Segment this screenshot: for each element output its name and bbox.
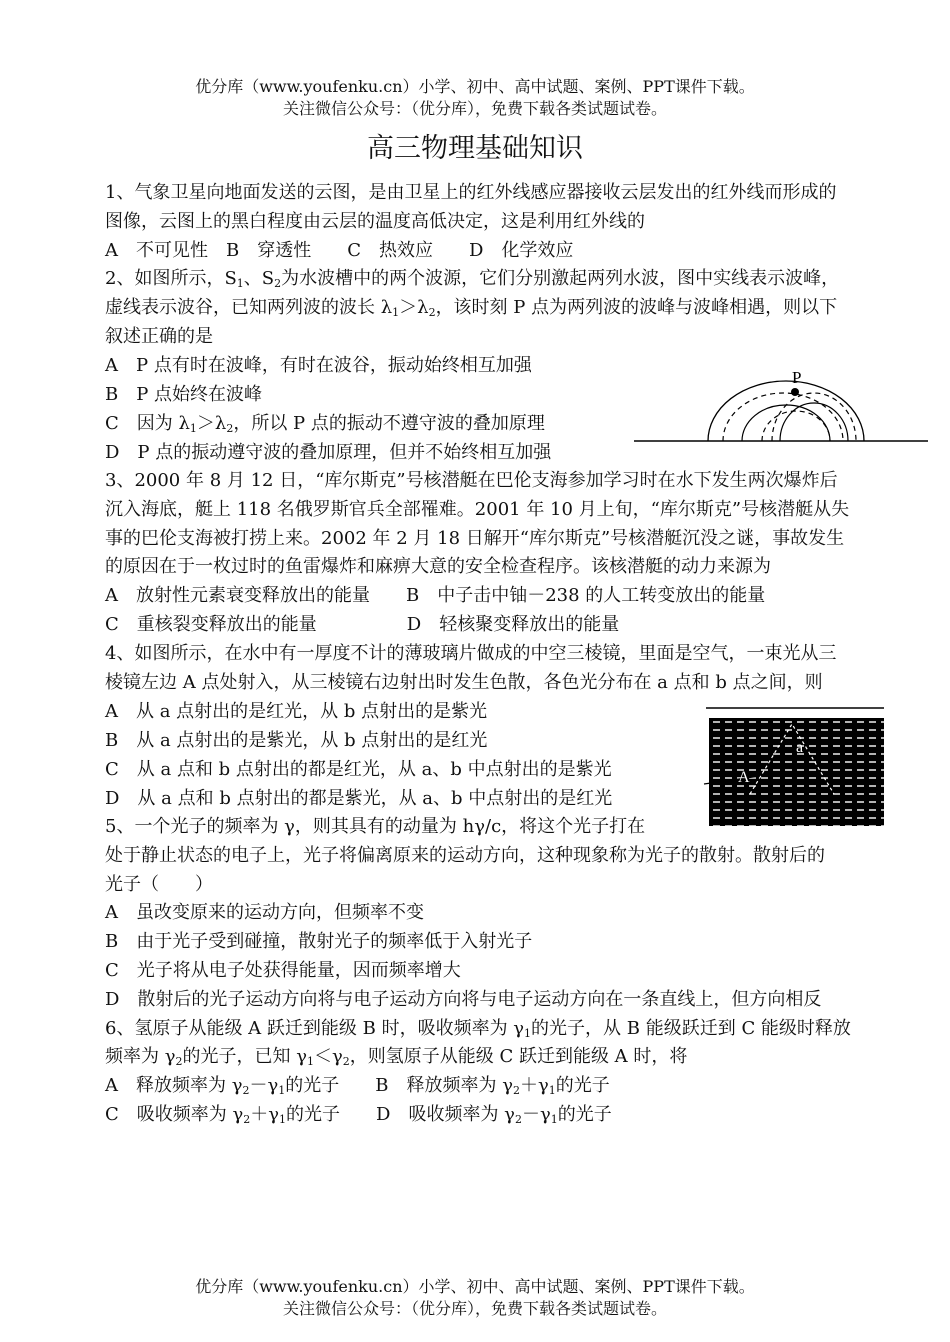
footer-line-1: 优分库（www.youfenku.cn）小学、初中、高中试题、案例、PPT课件下载。 <box>195 1277 755 1296</box>
q1-line-2: 图像，云图上的黑白程度由云层的温度高低决定，这是利用红外线的 <box>105 211 645 232</box>
header-line-1: 优分库（www.youfenku.cn）小学、初中、高中试题、案例、PPT课件下载。 <box>195 77 755 96</box>
q4-option-d: D 从 a 点和 b 点射出的都是紫光，从 a、b 中点射出的是红光 <box>105 788 613 809</box>
q3-line-3: 事的巴伦支海被打捞上来。2002 年 2 月 18 日解开“库尔斯克”号核潜艇沉没之谜，事故发生 <box>105 528 845 549</box>
q2-option-d: D P 点的振动遵守波的叠加原理，但并不始终相互加强 <box>105 442 552 463</box>
q3-line-4: 的原因在于一枚过时的鱼雷爆炸和麻痹大意的安全检查程序。该核潜艇的动力来源为 <box>105 556 771 577</box>
wave-crest-3 <box>780 403 848 441</box>
wave-crest-outer <box>708 381 864 441</box>
wave-trough-1 <box>723 393 843 441</box>
footer-line-2: 关注微信公众号：（优分库），免费下载各类试题试卷。 <box>282 1299 667 1318</box>
q4-option-c: C 从 a 点和 b 点射出的都是红光，从 a、b 中点射出的是紫光 <box>105 759 612 780</box>
q3-options-cd: C 重核裂变释放出的能量 D 轻核聚变释放出的能量 <box>105 614 620 635</box>
q4-line-2: 棱镜左边 A 点处射入，从三棱镜右边射出时发生色散，各色光分布在 a 点和 b 点之间，则 <box>105 672 823 693</box>
q2-line-2: 虚线表示波谷，已知两列波的波长 $\lambda_1>\lambda_2$，该时刻 P 点为两列波的波峰与波峰相遇，则以下 <box>105 297 838 319</box>
q6-line-2: 频率为 $\gamma_2$的光子，已知 $\gamma_1<\gamma_2$，则氢原子从能级 C 跃迁到能级 A 时，将 <box>105 1046 688 1068</box>
q4-line-1: 4、如图所示，在水中有一厚度不计的薄玻璃片做成的中空三棱镜，里面是空气，一束光从三 <box>105 643 837 664</box>
wave-interference-figure <box>634 364 930 448</box>
q5-option-b: B 由于光子受到碰撞，散射光子的频率低于入射光子 <box>105 931 533 952</box>
q3-line-1: 3、2000 年 8 月 12 日，“库尔斯克”号核潜艇在巴伦支海参加学习时在水下发生两次爆炸后 <box>105 470 838 491</box>
q2-line-3: 叙述正确的是 <box>105 326 213 347</box>
point-p-label: P <box>792 368 802 387</box>
header-line-2: 关注微信公众号：（优分库），免费下载各类试题试卷。 <box>282 99 667 118</box>
q6-options-cd: C 吸收频率为 $\gamma_2+\gamma_1$的光子 D 吸收频率为 $\gamma_2-\gamma_1$的光子 <box>105 1104 612 1126</box>
point-p-dot <box>791 388 799 396</box>
q2-option-a: A P 点有时在波峰，有时在波谷，振动始终相互加强 <box>105 355 532 376</box>
q6-line-1: 6、氢原子从能级 A 跃迁到能级 B 时，吸收频率为 $\gamma_1$的光子，从 B 能级跃迁到 C 能级时释放 <box>105 1018 851 1040</box>
page-title: 高三物理基础知识 <box>367 133 583 164</box>
q3-options-ab: A 放射性元素衰变释放出的能量 B 中子击中铀－238 的人工转变放出的能量 <box>105 585 766 606</box>
q4-option-a: A 从 a 点射出的是红光，从 b 点射出的是紫光 <box>105 701 488 722</box>
q6-options-ab: A 释放频率为 $\gamma_2-\gamma_1$的光子 B 释放频率为 $\gamma_2+\gamma_1$的光子 <box>105 1075 610 1097</box>
q5-line-1: 5、一个光子的频率为 γ，则其具有的动量为 hγ/c，将这个光子打在 <box>105 816 646 837</box>
q5-line-2: 处于静止状态的电子上，光子将偏离原来的运动方向，这种现象称为光子的散射。散射后的 <box>105 845 825 866</box>
q3-line-2: 沉入海底，艇上 118 名俄罗斯官兵全部罹难。2001 年 10 月上旬，“库尔斯克”号核潜艇从失 <box>105 499 850 520</box>
q5-option-d: D 散射后的光子运动方向将与电子运动方向将与电子运动方向在一条直线上，但方向相反 <box>105 989 822 1010</box>
q4-option-b: B 从 a 点射出的是紫光，从 b 点射出的是红光 <box>105 730 488 751</box>
q2-line-1: 2、如图所示，$S_1$、$S_2$为水波槽中的两个波源，它们分别激起两列水波，图中实线表示波峰， <box>105 268 840 290</box>
q2-option-c: C 因为 $\lambda_1>\lambda_2$，所以 P 点的振动不遵守波的叠加原理 <box>105 413 545 435</box>
prism-in-water-figure <box>700 702 886 828</box>
q2-option-b: B P 点始终在波峰 <box>105 384 263 405</box>
water-region <box>709 718 884 826</box>
q1-line-1: 1、气象卫星向地面发送的云图，是由卫星上的红外线感应器接收云层发出的红外线而形成的 <box>105 182 837 203</box>
q1-options: A 不可见性 B 穿透性 C 热效应 D 化学效应 <box>105 240 574 261</box>
q5-line-3: 光子（ ） <box>105 874 213 895</box>
point-a-upper-label: A <box>738 769 750 786</box>
q5-option-c: C 光子将从电子处获得能量，因而频率增大 <box>105 960 461 981</box>
wave-crest-2 <box>742 405 830 441</box>
point-a-label: a <box>796 739 804 756</box>
q5-option-a: A 虽改变原来的运动方向，但频率不变 <box>105 902 424 923</box>
